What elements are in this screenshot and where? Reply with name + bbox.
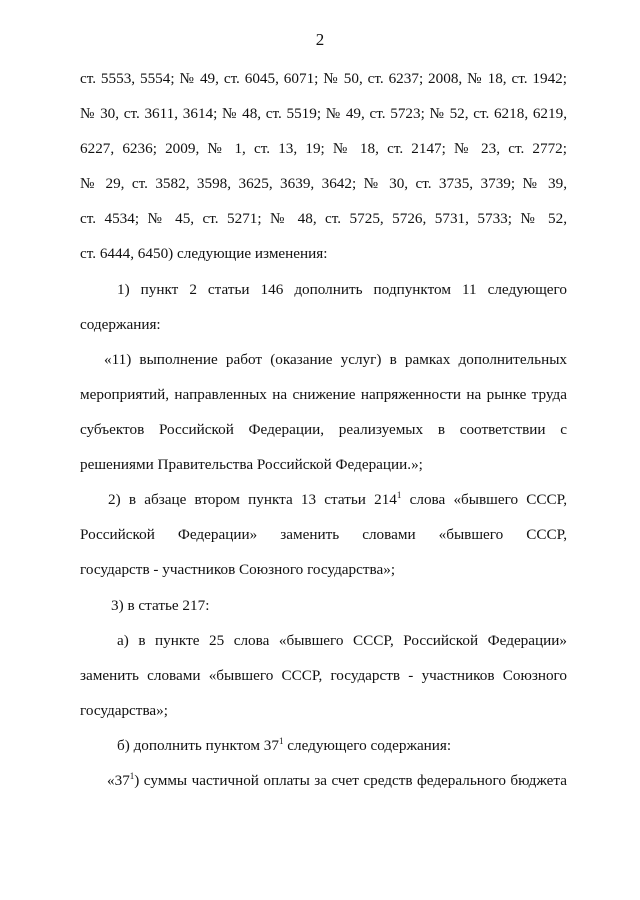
text-line: ст. 4534; № 45, ст. 5271; № 48, ст. 5725, 5726, 5731, 5733; № 52, [80, 210, 567, 227]
superscript: 1 [278, 736, 284, 746]
text-line: мероприятий, направленных на снижение напряженности на рынке труда [80, 386, 567, 403]
text-fragment: следующего содержания: [283, 737, 452, 754]
text-fragment: слова «бывшего СССР, [401, 491, 567, 508]
list-item-heading [108, 490, 567, 510]
superscript: 1 [396, 490, 402, 500]
text-line: государств - участников Союзного государства»; [80, 561, 396, 578]
text-fragment: «37 [107, 772, 130, 789]
text-line: содержания: [80, 316, 161, 333]
text-fragment: б) дополнить пунктом 37 [117, 737, 279, 754]
text-fragment: ) суммы частичной оплаты за счет средств федерального бюджета [134, 772, 567, 789]
text-line: Российской Федерации» заменить словами «бывшего СССР, [80, 526, 567, 543]
text-line: решениями Правительства Российской Федерации.»; [80, 456, 423, 473]
text-line: заменить словами «бывшего СССР, государств - участников Союзного [80, 667, 567, 684]
quote-paragraph-start: «11) выполнение работ (оказание услуг) в рамках дополнительных [104, 351, 567, 368]
text-fragment: 2) в абзаце втором пункта 13 статьи 214 [108, 491, 397, 508]
page-number: 2 [315, 30, 325, 49]
text-line: 6227, 6236; 2009, № 1, ст. 13, 19; № 18, ст. 2147; № 23, ст. 2772; [80, 140, 567, 157]
list-item-heading: 1) пункт 2 статьи 146 дополнить подпунктом 11 следующего [117, 281, 567, 298]
text-line: № 29, ст. 3582, 3598, 3625, 3639, 3642; № 30, ст. 3735, 3739; № 39, [80, 175, 567, 192]
superscript: 1 [129, 771, 135, 781]
text-line: ст. 6444, 6450) следующие изменения: [80, 245, 328, 262]
sub-item-heading [117, 736, 567, 756]
text-line: субъектов Российской Федерации, реализуемых в соответствии с [80, 421, 567, 438]
quote-paragraph-start [107, 771, 567, 791]
text-line: № 30, ст. 3611, 3614; № 48, ст. 5519; № 49, ст. 5723; № 52, ст. 6218, 6219, [80, 105, 567, 122]
sub-item-heading: а) в пункте 25 слова «бывшего СССР, Российской Федерации» [117, 632, 567, 649]
text-line: государства»; [80, 702, 168, 719]
text-line: ст. 5553, 5554; № 49, ст. 6045, 6071; № 50, ст. 6237; 2008, № 18, ст. 1942; [80, 70, 567, 87]
list-item-heading: 3) в статье 217: [111, 597, 210, 614]
